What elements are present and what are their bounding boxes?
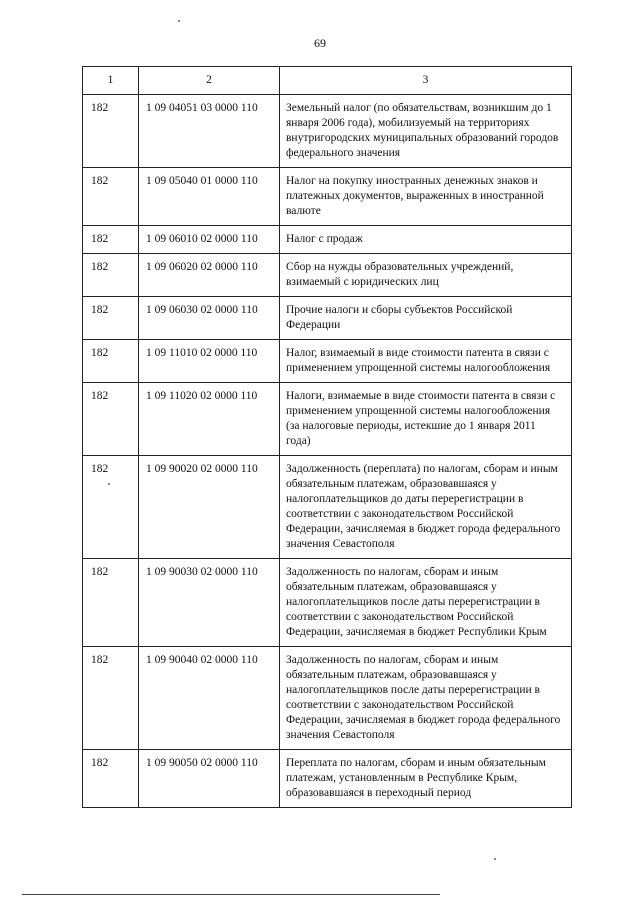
revenue-name-cell: Сбор на нужды образовательных учреждений, взимаемый с юридических лиц — [280, 254, 572, 297]
table-row — [83, 559, 572, 647]
admin-code-cell: 182 — [83, 340, 139, 383]
scan-speck — [178, 20, 180, 22]
revenue-name-cell: Налоги, взимаемые в виде стоимости патента в связи с применением упрощенной системы налогообложения (за налоговые периоды, истекшие до 1 января 2011 года) — [280, 383, 572, 456]
kbk-code-cell: 1 09 11010 02 0000 110 — [139, 340, 280, 383]
revenue-name-cell: Налог на покупку иностранных денежных знаков и платежных документов, выраженных в иностранной валюте — [280, 168, 572, 226]
column-header-1: 1 — [83, 67, 139, 95]
revenue-name-cell: Налог с продаж — [280, 226, 572, 254]
kbk-code-cell: 1 09 05040 01 0000 110 — [139, 168, 280, 226]
column-header-2: 2 — [139, 67, 280, 95]
scan-speck — [108, 483, 110, 485]
kbk-code-cell: 1 09 06010 02 0000 110 — [139, 226, 280, 254]
revenue-name-cell: Земельный налог (по обязательствам, возникшим до 1 января 2006 года), мобилизуемый на территориях внутригородских муниципальных образований городов федерального значения — [280, 95, 572, 168]
admin-code-cell: 182 — [83, 647, 139, 750]
table-row — [83, 226, 572, 254]
table-row — [83, 456, 572, 559]
column-header-3: 3 — [280, 67, 572, 95]
admin-code-cell: 182 — [83, 168, 139, 226]
table-row — [83, 254, 572, 297]
admin-code-cell: 182 — [83, 297, 139, 340]
kbk-code-cell: 1 09 06030 02 0000 110 — [139, 297, 280, 340]
admin-code-cell: 182 — [83, 383, 139, 456]
revenue-name-cell: Задолженность (переплата) по налогам, сборам и иным обязательным платежам, образовавшаяся у налогоплательщиков до даты перерегистрации в соответствии с законодательством Российской Федерации, зачисляемая в бюджет города федерального значения Севастополя — [280, 456, 572, 559]
kbk-code-cell: 1 09 90040 02 0000 110 — [139, 647, 280, 750]
admin-code-cell: 182 — [83, 559, 139, 647]
table-row — [83, 750, 572, 808]
admin-code-cell: 182 — [83, 226, 139, 254]
page-number: 69 — [314, 36, 326, 50]
budget-classification-table — [82, 66, 572, 808]
table-row — [83, 95, 572, 168]
revenue-name-cell: Переплата по налогам, сборам и иным обязательным платежам, установленным в Республике Крым, образовавшаяся в переходный период — [280, 750, 572, 808]
table-row — [83, 168, 572, 226]
table-row — [83, 340, 572, 383]
kbk-code-cell: 1 09 90020 02 0000 110 — [139, 456, 280, 559]
table-row — [83, 297, 572, 340]
revenue-name-cell: Прочие налоги и сборы субъектов Российской Федерации — [280, 297, 572, 340]
kbk-code-cell: 1 09 11020 02 0000 110 — [139, 383, 280, 456]
kbk-code-cell: 1 09 04051 03 0000 110 — [139, 95, 280, 168]
admin-code-cell: 182 — [83, 456, 139, 559]
scan-speck — [494, 858, 496, 860]
revenue-name-cell: Налог, взимаемый в виде стоимости патента в связи с применением упрощенной системы налогообложения — [280, 340, 572, 383]
table-row — [83, 647, 572, 750]
table-header-row — [83, 67, 572, 95]
admin-code-cell: 182 — [83, 95, 139, 168]
table-row — [83, 383, 572, 456]
kbk-code-cell: 1 09 90050 02 0000 110 — [139, 750, 280, 808]
revenue-name-cell: Задолженность по налогам, сборам и иным обязательным платежам, образовавшаяся у налогоплательщиков после даты перерегистрации в соответствии с законодательством Российской Федерации, зачисляемая в бюджет города федерального значения Севастополя — [280, 647, 572, 750]
admin-code-cell: 182 — [83, 254, 139, 297]
revenue-name-cell: Задолженность по налогам, сборам и иным обязательным платежам, образовавшаяся у налогоплательщиков после даты перерегистрации в соответствии с законодательством Российской Федерации, зачисляемая в бюджет Республики Крым — [280, 559, 572, 647]
kbk-code-cell: 1 09 90030 02 0000 110 — [139, 559, 280, 647]
page-bottom-rule — [22, 894, 440, 895]
kbk-code-cell: 1 09 06020 02 0000 110 — [139, 254, 280, 297]
admin-code-cell: 182 — [83, 750, 139, 808]
